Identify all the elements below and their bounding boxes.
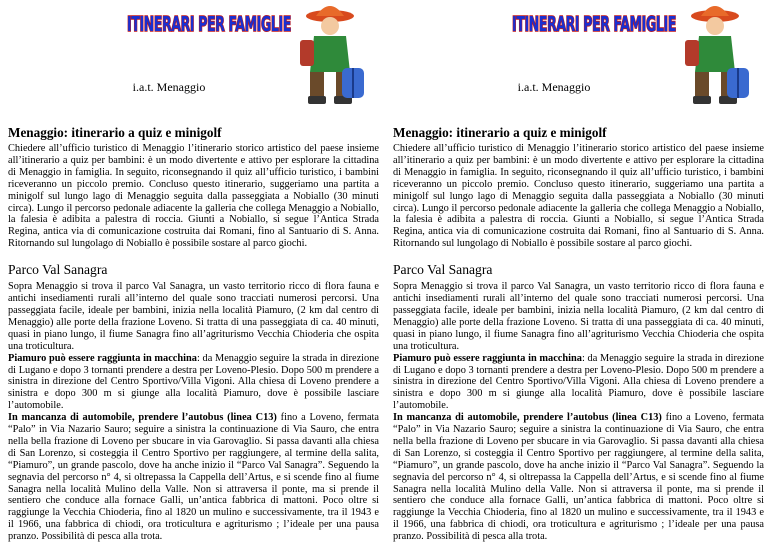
banner-title [124,10,294,62]
section-paragraph-3 [8,412,379,543]
banner-title [509,10,679,62]
section-paragraph-2 [393,353,764,413]
left-page [8,0,379,543]
organization-label: i.a.t. Menaggio [517,80,591,94]
section-paragraph-2 [8,353,379,413]
section-paragraph-1: Sopra Menaggio si trova il parco Val Sanagra, un vasto territorio ricco di flora fauna e antichi insediamenti rurali all’interno del quale sono tracciati numerosi percorsi. Una passeggiata facile, ideale per bambini, inizia nella località Piamuro, (2 km dal centro di Menaggio) alle porte della frazione Loveno. Si tratta di una passeggiata di ca. 40 minuti, quasi in piano lungo, il fiume Sanagra fino all’agriturismo Vecchia Chioderia che ospita una troticultura. [8,281,379,352]
section-title-menaggio: Menaggio: itinerario a quiz e minigolf [8,125,222,140]
bus-directions-text: fino a Loveno, fermata “Palo” in Via Nazario Sauro; seguire a sinistra la continuazione di Via Sauro, che entra nella bella frazione di Loveno per sbucare in via Garovaglio. Si passa davanti alla chiesa di San Lorenzo, si costeggia il Centro Sportivo per raggiungere, al termine della salita, “Piamuro”, un grande pascolo, dove ha anche inizio il “Parco Val Sanagra”. Seguendo la segnavia del percorso n° 4, si oltrepassa la Cappella dell’Artus, e si scende fino al fiume Sanagra nella località Mulino della Valle. Non si attraversa il ponte, ma si prende il sentiero che conduce alla fornace Galli, un’antica fabbrica di mattoni. Poco oltre si raggiunge la Vecchia Chioderia, fino al 1820 un mulino e successivamente, tra il 1943 e il 1966, una fabbrica di chiodi, ora troticultura e agriturismo ; l’ideale per una pausa pranzo. Possibilità di pesca alla trota. [8,412,379,543]
bold-car-directions: Piamuro può essere raggiunta in macchina [393,352,582,364]
bus-directions-text: fino a Loveno, fermata “Palo” in Via Nazario Sauro; seguire a sinistra la continuazione di Via Sauro, che entra nella bella frazione di Loveno per sbucare in via Garovaglio. Si passa davanti alla chiesa di San Lorenzo, si costeggia il Centro Sportivo per raggiungere, al termine della salita, “Piamuro”, un grande pascolo, dove ha anche inizio il “Parco Val Sanagra”. Seguendo la segnavia del percorso n° 4, si oltrepassa la Cappella dell’Artus, e si scende fino al fiume Sanagra nella località Mulino della Valle. Non si attraversa il ponte, ma si prende il sentiero che conduce alla fornace Galli, un’antica fabbrica di mattoni. Poco oltre si raggiunge la Vecchia Chioderia, fino al 1820 un mulino e successivamente, tra il 1943 e il 1966, una fabbrica di chiodi, ora troticultura e agriturismo ; l’ideale per una pausa pranzo. Possibilità di pesca alla trota. [393,412,764,543]
organization-label: i.a.t. Menaggio [132,80,206,94]
bold-bus-directions: In mancanza di automobile, prendere l’autobus (linea C13) [393,412,662,424]
section-paragraph-1: Sopra Menaggio si trova il parco Val Sanagra, un vasto territorio ricco di flora fauna e antichi insediamenti rurali all’interno del quale sono tracciati numerosi percorsi. Una passeggiata facile, ideale per bambini, inizia nella località Piamuro, (2 km dal centro di Menaggio) alle porte della frazione Loveno. Si tratta di una passeggiata di ca. 40 minuti, quasi in piano lungo, il fiume Sanagra fino all’agriturismo Vecchia Chioderia che ospita una troticultura. [393,281,764,352]
banner-line-1: ITINERARI PER FAMIGLIE [512,12,676,36]
hiker-figure-icon [675,2,755,112]
section-title-val-sanagra: Parco Val Sanagra [8,262,108,278]
section-body-menaggio: Chiedere all’ufficio turistico di Menaggio l’itinerario storico artistico del paese insieme all’itinerario a quiz per bambini: è un modo divertente e attivo per esplorare la cittadina di Menaggio in famiglia. In seguito, riconsegnando il quiz all’ufficio turistico, i bambini riceveranno un piccolo premio. Concluso questo itinerario, suggeriamo una partita a minigolf sul lungo lago di Menaggio seguita dalla passeggiata a Nobiallo (30 minuti circa). Lungo il percorso pedonale adiacente la galleria che collega Menaggio a Nobiallo, la falesia è adibita a palestra di roccia. Giunti a Nobiallo, si segue l’Antica Strada Regina, antica via di comunicazione costruita dai Romani, fino al Santuario di S. Anna. Ritornando sul lungolago di Nobiallo è possibile sostare al parco giochi. [8,143,379,250]
right-page [393,0,764,543]
section-title-val-sanagra: Parco Val Sanagra [393,262,493,278]
car-directions-text: : da Menaggio seguire la strada in direzione di Lugano e dopo 3 tornanti prendere a destra per Loveno-Plesio. Dopo 500 m prendere a sinistra in direzione del Centro Sportivo/Villa Vigoni. Alla chiesa di Loveno prendere a sinistra e dopo 300 m si giunge alla località Piamuro, dove è possibile lasciare l’automobile. [393,352,764,412]
section-title-menaggio: Menaggio: itinerario a quiz e minigolf [393,125,607,140]
page-content [8,125,379,543]
car-directions-text: : da Menaggio seguire la strada in direzione di Lugano e dopo 3 tornanti prendere a destra per Loveno-Plesio. Dopo 500 m prendere a sinistra in direzione del Centro Sportivo/Villa Vigoni. Alla chiesa di Loveno prendere a sinistra e dopo 300 m si giunge alla località Piamuro, dove è possibile lasciare l’automobile. [8,352,379,412]
banner-line-1: ITINERARI PER FAMIGLIE [127,12,291,36]
section-paragraph-3 [393,412,764,543]
page-content [393,125,764,543]
bold-bus-directions: In mancanza di automobile, prendere l’autobus (linea C13) [8,412,277,424]
bold-car-directions: Piamuro può essere raggiunta in macchina [8,352,197,364]
hiker-figure-icon [290,2,370,112]
section-body-menaggio: Chiedere all’ufficio turistico di Menaggio l’itinerario storico artistico del paese insieme all’itinerario a quiz per bambini: è un modo divertente e attivo per esplorare la cittadina di Menaggio in famiglia. In seguito, riconsegnando il quiz all’ufficio turistico, i bambini riceveranno un piccolo premio. Concluso questo itinerario, suggeriamo una partita a minigolf sul lungo lago di Menaggio seguita dalla passeggiata a Nobiallo (30 minuti circa). Lungo il percorso pedonale adiacente la galleria che collega Menaggio a Nobiallo, la falesia è adibita a palestra di roccia. Giunti a Nobiallo, si segue l’Antica Strada Regina, antica via di comunicazione costruita dai Romani, fino al Santuario di S. Anna. Ritornando sul lungolago di Nobiallo è possibile sostare al parco giochi. [393,143,764,250]
